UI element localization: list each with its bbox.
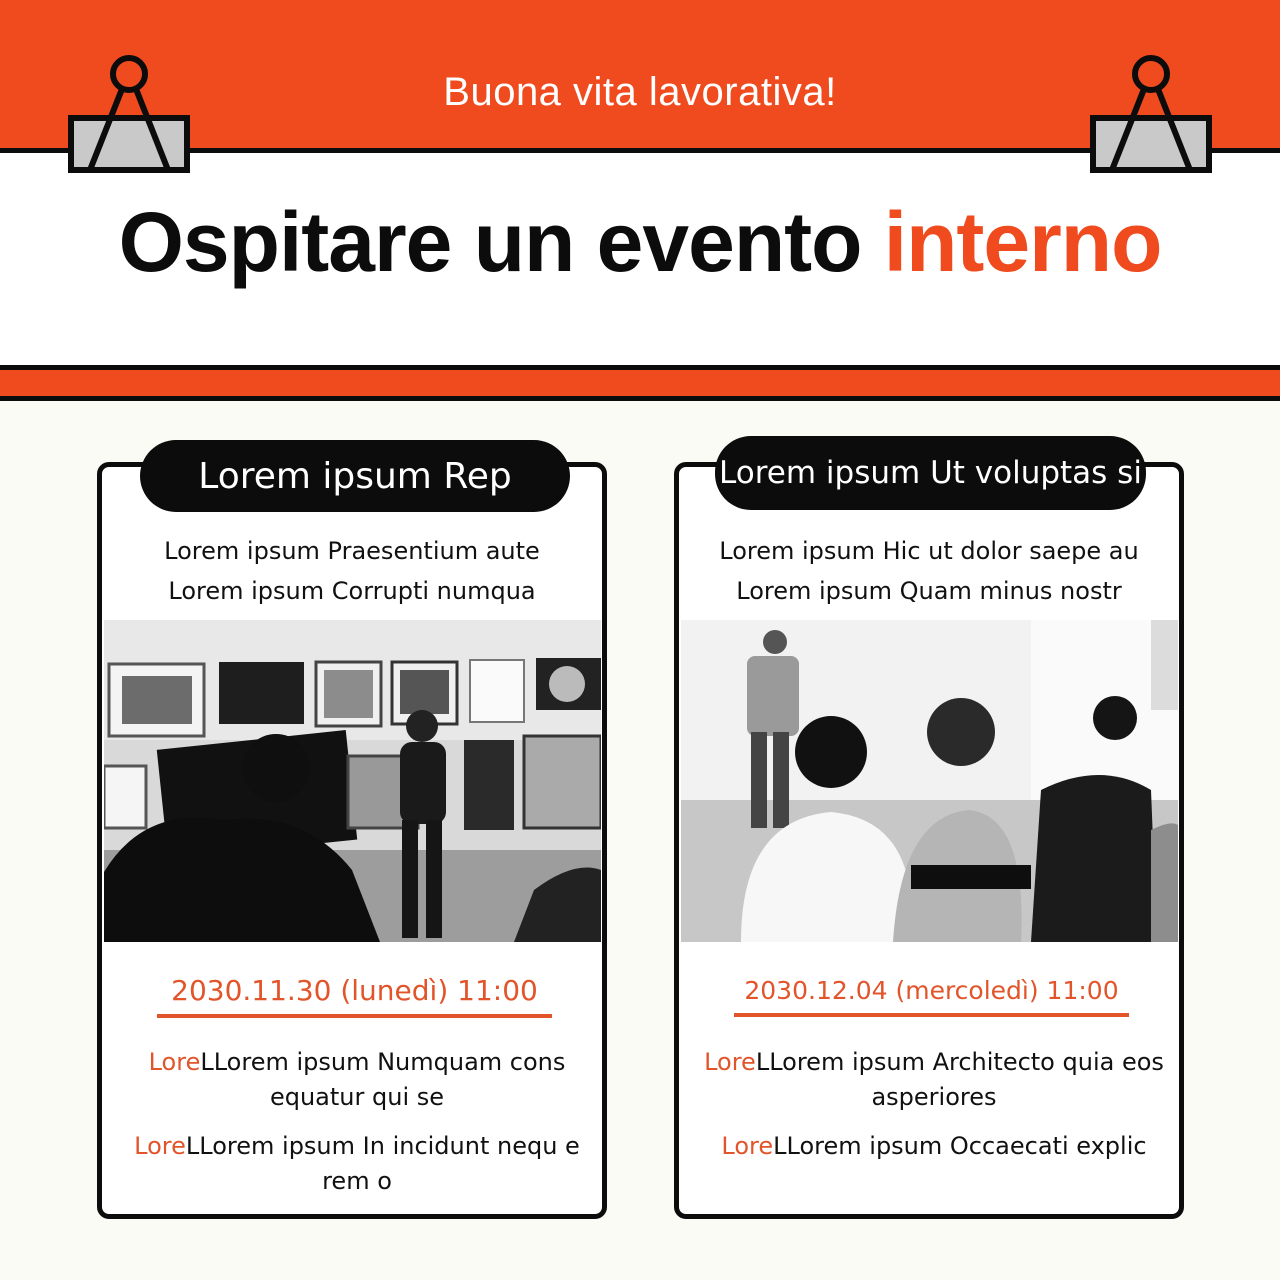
card-point: [699, 1129, 1169, 1164]
point-text: LLorem ipsum In incidunt nequ e rem o: [185, 1132, 580, 1195]
card-point: [122, 1129, 592, 1199]
card-heading-pill: Lorem ipsum Rep: [140, 440, 570, 512]
tagline: Buona vita lavorativa!: [443, 70, 837, 114]
card-heading-pill: Lorem ipsum Ut voluptas si: [715, 436, 1146, 510]
card-point: [122, 1045, 592, 1115]
page-title: [0, 194, 1280, 291]
event-date: 2030.11.30 (lunedì) 11:00: [157, 974, 552, 1018]
event-card: [674, 455, 1184, 1219]
point-text: LLorem ipsum Numquam cons equatur qui se: [200, 1048, 566, 1111]
point-text: LLorem ipsum Architecto quia eos asperiores: [755, 1048, 1164, 1111]
intro-line: Lorem ipsum Quam minus nostr: [736, 577, 1122, 605]
card-intro: [679, 531, 1179, 611]
card-point: [699, 1045, 1169, 1115]
event-photo-gallery-talk: [104, 620, 601, 942]
event-photo-workshop: [681, 620, 1178, 942]
intro-line: Lorem ipsum Praesentium aute: [164, 537, 540, 565]
card-intro: [102, 531, 602, 611]
title-accent: interno: [883, 195, 1162, 289]
point-lead: Lore: [704, 1048, 756, 1076]
point-text: LLorem ipsum Occaecati explic: [773, 1132, 1147, 1160]
event-card: [97, 455, 607, 1219]
title-main: Ospitare un evento: [118, 195, 862, 289]
point-lead: Lore: [134, 1132, 186, 1160]
intro-line: Lorem ipsum Hic ut dolor saepe au: [719, 537, 1139, 565]
point-lead: Lore: [721, 1132, 774, 1160]
point-lead: Lore: [148, 1048, 201, 1076]
event-date: 2030.12.04 (mercoledì) 11:00: [734, 976, 1129, 1017]
accent-stripe: [0, 365, 1280, 401]
intro-line: Lorem ipsum Corrupti numqua: [168, 577, 536, 605]
